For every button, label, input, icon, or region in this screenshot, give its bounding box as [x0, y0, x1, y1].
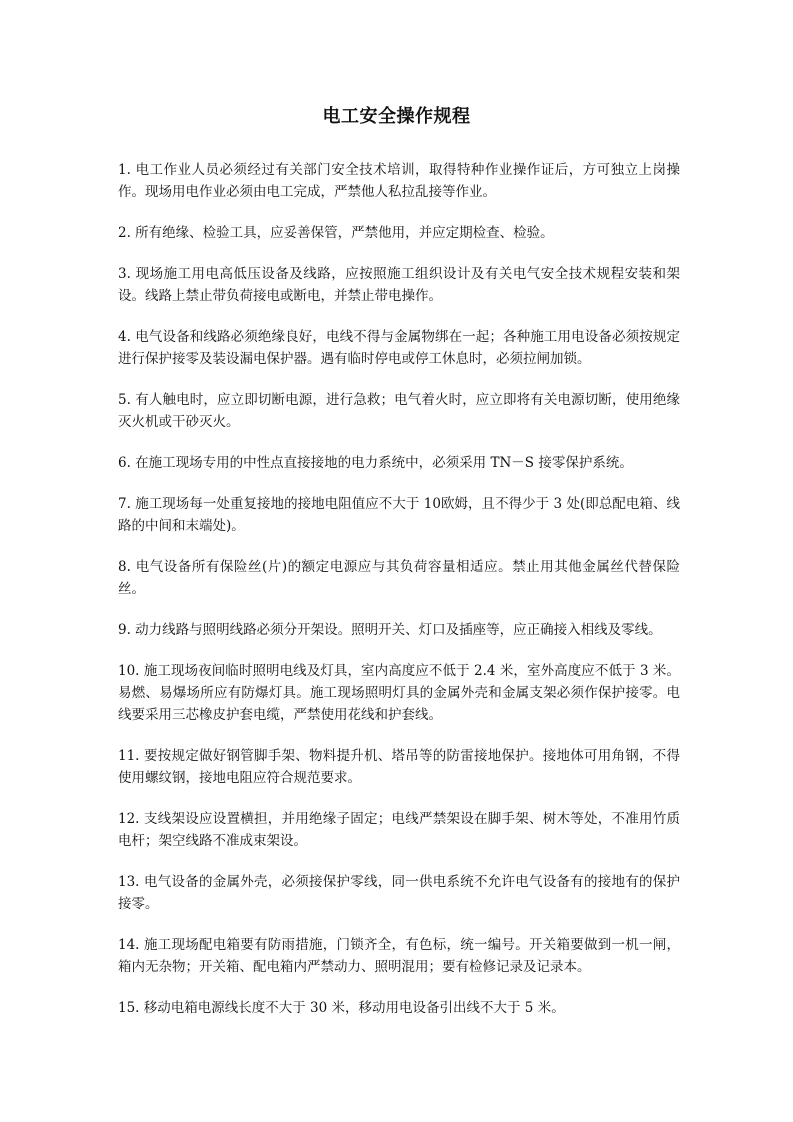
rule-item-11: 11. 要按规定做好钢管脚手架、物料提升机、塔吊等的防雷接地保护。接地体可用角钢，不得使用螺纹钢，接地电阻应符合规范要求。	[118, 748, 680, 786]
rule-item-7: 7. 施工现场每一处重复接地的接地电阻值应不大于 10欧姆，且不得少于 3 处(即总配电箱、线路的中间和末端处)。	[118, 496, 680, 534]
rule-item-13: 13. 电气设备的金属外壳，必须接保护零线，同一供电系统不允许电气设备有的接地有的保护接零。	[118, 874, 680, 912]
rules-list	[118, 159, 680, 1038]
rule-item-2: 2. 所有绝缘、检验工具，应妥善保管，严禁他用，并应定期检查、检验。	[118, 225, 554, 241]
rule-item-15: 15. 移动电箱电源线长度不大于 30 米，移动用电设备引出线不大于 5 米。	[118, 1000, 565, 1016]
rule-item-3: 3. 现场施工用电高低压设备及线路，应按照施工组织设计及有关电气安全技术规程安装和架设。线路上禁止带负荷接电或断电，并禁止带电操作。	[118, 266, 680, 304]
rule-item-4: 4. 电气设备和线路必须绝缘良好，电线不得与金属物绑在一起；各种施工用电设备必须按规定进行保护接零及装设漏电保护器。遇有临时停电或停工休息时，必须拉闸加锁。	[118, 329, 680, 367]
rule-item-1: 1. 电工作业人员必须经过有关部门安全技术培训，取得特种作业操作证后，方可独立上岗操作。现场用电作业必须由电工完成，严禁他人私拉乱接等作业。	[118, 162, 680, 200]
rule-item-8: 8. 电气设备所有保险丝(片)的额定电源应与其负荷容量相适应。禁止用其他金属丝代替保险丝。	[118, 559, 680, 597]
rule-item-12: 12. 支线架设应设置横担，并用绝缘子固定；电线严禁架设在脚手架、树木等处，不准用竹质电杆；架空线路不准成束架设。	[118, 811, 680, 849]
rule-item-14: 14. 施工现场配电箱要有防雨措施，门锁齐全，有色标，统一编号。开关箱要做到一机一闸，箱内无杂物；开关箱、配电箱内严禁动力、照明混用；要有检修记录及记录本。	[118, 937, 680, 975]
rule-item-6: 6. 在施工现场专用的中性点直接接地的电力系统中，必须采用 TN－S 接零保护系统。	[118, 455, 633, 471]
rule-item-5: 5. 有人触电时，应立即切断电源，进行急救；电气着火时，应立即将有关电源切断，使用绝缘灭火机或干砂灭火。	[118, 392, 680, 430]
page-title: 电工安全操作规程	[322, 106, 471, 127]
rule-item-10: 10. 施工现场夜间临时照明电线及灯具，室内高度应不低于 2.4 米，室外高度应不低于 3 米。易燃、易爆场所应有防爆灯具。施工现场照明灯具的金属外壳和金属支架必须作保护接零。电线要采用三芯橡皮护套电缆，严禁使用花线和护套线。	[118, 663, 680, 723]
rule-item-9: 9. 动力线路与照明线路必须分开架设。照明开关、灯口及插座等，应正确接入相线及零线。	[118, 622, 662, 638]
